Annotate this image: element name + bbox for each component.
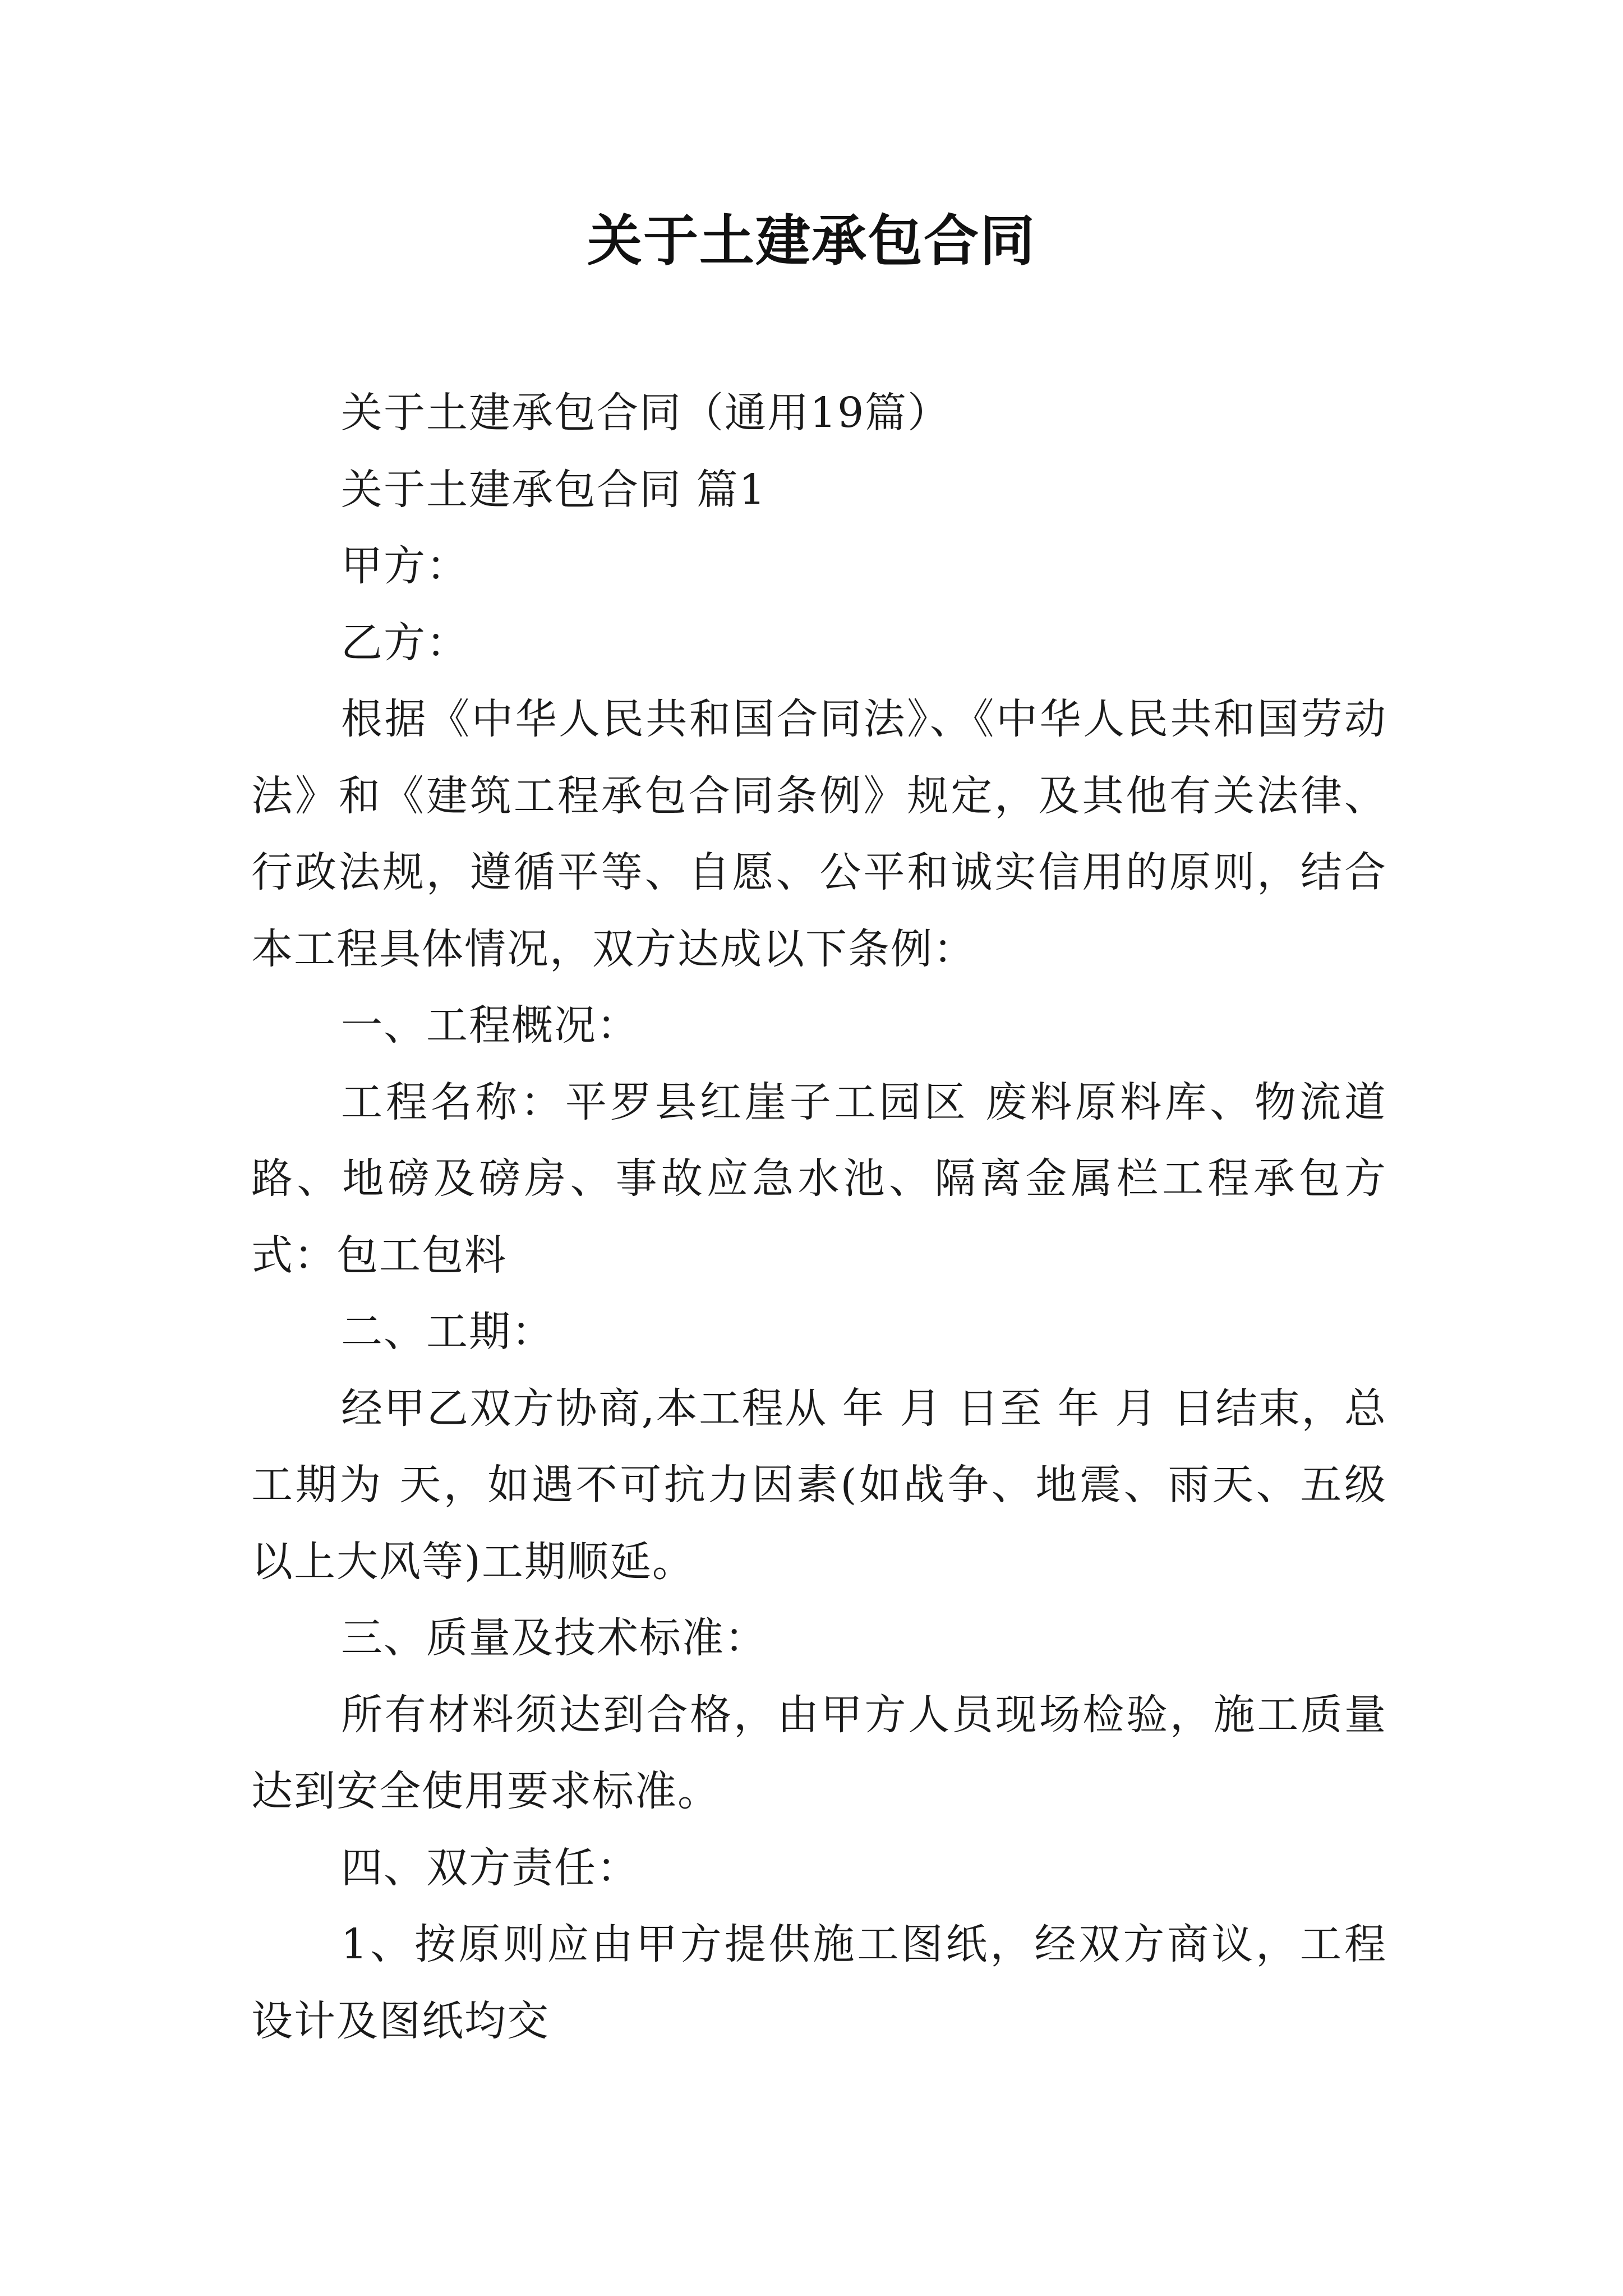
paragraph-responsibility-1: 1、按原则应由甲方提供施工图纸，经双方商议，工程设计及图纸均交 — [251, 1920, 1387, 2045]
document-body — [251, 375, 1387, 2059]
document-title: 关于土建承包合同 — [587, 209, 1036, 273]
paragraph-project-name: 工程名称：平罗县红崖子工园区 废料原料库、物流道路、地磅及磅房、事故应急水池、隔离金属栏工程承包方式：包工包料 — [251, 1078, 1387, 1280]
paragraph-quality: 所有材料须达到合格，由甲方人员现场检验，施工质量达到安全使用要求标准。 — [251, 1690, 1387, 1815]
paragraph-duration: 经甲乙双方协商,本工程从 年 月 日至 年 月 日结束，总工期为 天，如遇不可抗力因素(如战争、地震、雨天、五级以上大风等)工期顺延。 — [251, 1384, 1387, 1586]
paragraph-party-a: 甲方： — [341, 542, 469, 590]
paragraph-heading-duration: 二、工期： — [341, 1308, 554, 1356]
paragraph-subtitle: 关于土建承包合同（通用19篇） — [341, 389, 951, 437]
paragraph-heading-quality: 三、质量及技术标准： — [341, 1614, 767, 1662]
paragraph-preamble: 根据《中华人民共和国合同法》、《中华人民共和国劳动法》和《建筑工程承包合同条例》规定，及其他有关法律、行政法规，遵循平等、自愿、公平和诚实信用的原则，结合本工程具体情况，双方达成以下条例： — [251, 695, 1387, 973]
paragraph-party-b: 乙方： — [341, 618, 469, 667]
paragraph-heading-overview: 一、工程概况： — [341, 1001, 639, 1050]
paragraph-section-heading: 关于土建承包合同 篇1 — [341, 465, 767, 514]
paragraph-heading-responsibilities: 四、双方责任： — [341, 1843, 639, 1892]
